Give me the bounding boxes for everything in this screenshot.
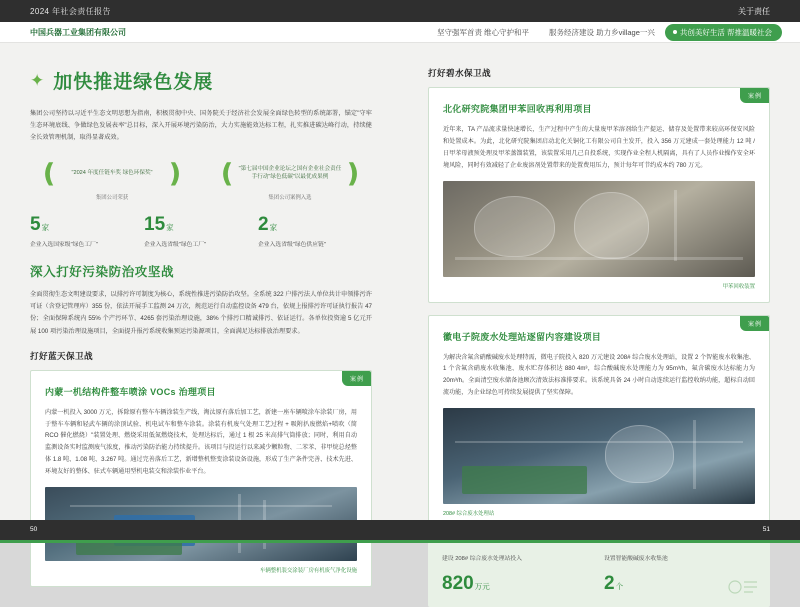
award-0 [30,156,194,201]
stat-2-value: 2 [258,214,269,236]
case-right-1-title: 徽电子院废水处理站逐留内容建设项目 [443,331,602,342]
document-header-bar [0,0,800,22]
metric-0-unit: 万元 [474,581,490,591]
stat-0-value: 5 [30,214,41,236]
case-right-1-photo [443,408,755,504]
section-heading-pollution: 深入打好污染防治攻坚战 [30,265,175,280]
case-right-0-photo-caption: 甲苯回收装置 [722,283,755,290]
photo-tank-1 [605,425,674,483]
laurel-right-icon: ❫ [342,158,364,189]
stat-0 [30,215,144,248]
laurel-right-icon: ❫ [164,158,186,189]
award-0-text: "2024 年度任链车奖 绿色环保奖" [71,170,153,177]
stat-2-label: 企业入选省级"绿色供应链" [258,242,326,249]
case-tag: 案例 [342,371,371,386]
case-left-photo-caption: 车辆整机装交涂装厂房有机废气净化设施 [259,567,357,574]
metric-1-unit: 个 [615,581,624,591]
page-title-text: 加快推进绿色发展 [53,72,214,93]
page-title [30,67,372,94]
case-right-0-photo [443,181,755,277]
metric-1-value: 2 [604,572,615,594]
award-0-caption: 集团公司荣获 [95,195,129,202]
stat-1-label: 企业入选省级"绿色工厂" [144,242,207,249]
active-dot-icon [673,30,677,34]
footer-band [0,520,800,543]
photo-tank-1 [474,196,555,257]
stat-0-number [30,215,144,234]
page-number-left: 50 [30,526,38,533]
case-right-0-body: 近年来，TA 产品流求量快速增长，生产过程中产生的大量废甲苯溶剂给生产提运、储存及处置带来较高环保安风险和处置成本。为此，北化研究院集团启动北化关铜化工有限公司自主发开，投入 356 万元建成一套处理能力 12 吨 / 日甲苯母液预处理及甲苯蒸馏装置，该装置采用几己自投系统，实现作业全程人机隔离，具有了人员作业操作安全环境风险，同时有效减轻了企业废溶剂处置带来的处置费用压力，预计每年可节约成本约 780 万元。 [443,126,755,169]
photo-pipe-1 [455,441,742,443]
intro-paragraph: 集团公司坚持以习近平生态文明思想为指南，积极贯彻中央、国务院关于经济社会发展全面绿色转型的系统部署，锚定"守牢生态环境底线、争做绿色发展表率"总目标，深入开展环境污染防治，大力实施能效达标工程，扎实推进碳达峰行动，持续健全长效管理机制，取得显著成效。 [30,110,372,142]
metrics-panel [428,542,770,607]
awards-row [30,156,372,201]
metric-0-value: 820 [442,572,474,594]
nav-item-2-active[interactable] [665,24,782,41]
case-left-title: 内蒙一机结构件整车喷涂 VOCs 治理项目 [45,386,216,397]
case-tag: 案例 [740,316,769,331]
chapter-nav [427,24,782,41]
water-drop-icon [726,576,760,598]
stat-1 [144,215,258,248]
stat-2-number [258,215,372,234]
laurel-left-icon: ❪ [38,158,60,189]
case-card-left [30,370,372,587]
case-tag: 案例 [740,88,769,103]
nav-item-1[interactable]: 服务经济建设 助力乡village一兴 [549,27,655,37]
metric-0 [442,555,594,593]
section-pollution-body: 全面贯彻生态文明建设要求，以排污许可制度为核心，系统性推进污染防治攻坚。全系统 322 户排污法人单位共计申领排污许可证（含登记管理库）355 份，依法开展手工监测 24 万次，规范运行自动监控设备 479 台，依规上报排污许可证执行报告 47 份；全面保障系统内 55% 个产污环节、4265 套污染治理设施，38% 个排污口精诚排污、依证运行。各单位投资逾 5 亿元开展 100 项污染治理设施项目，全面提升报污系统收集预运污染源项目，全面满足达标排放治理要求。 [30,291,372,335]
case-card-right-1 [428,315,770,531]
page-number-right: 51 [762,526,770,533]
case-left-body: 内蒙一机投入 3000 万元，拆除原有整车车辆涂装生产线，淘汰原有落后加工艺，新建一座车辆喷涂车涂装厂房，用于整车车辆和轻武车辆的涂顶试验、机电试车和整车涂装。涂装有机废气处理工艺过程 + 吸附扒废燃焰+喷吹（简 RCO 催化燃烧）"装置处理、燃烧采用低氮燃烧技术，处理达标后，通过 1 根 25 米高排气筒排放；同时，利用自动监测设备实时监测废气浓度，推动污染防治能力持续提升。该项目与投运行以来减少颗粒物、二苯苯、非甲烷总烃整体 1.8 吨、1.08 吨、3.267 吨。通过完善落后工艺，新增整机整变涂装设备设施，形成了生产条件完善、技术先进、环境友好的整体、驻式车辆通用型机电装交和涂装作业平台。 [45,408,357,476]
stat-1-value: 15 [144,214,166,236]
award-1-caption: 集团公司案例入选 [268,195,312,202]
company-nav-bar [0,22,800,43]
stat-0-label: 企业入选国家级"绿色工厂" [30,242,98,249]
photo-tank-2 [574,192,649,259]
metric-0-label: 建设 208# 综合废水处理站投入 [442,556,522,562]
award-1-text: "第七届中国企业论坛之国有企业社会责任手行动"绿色低碳"以最优成果例 [238,165,342,181]
plus-icon: ✦ [30,70,46,90]
award-1 [208,156,372,201]
stat-1-number [144,215,258,234]
laurel-left-icon: ❪ [216,158,238,189]
photo-pipe-2 [674,190,677,261]
section-title: 关于责任 [738,6,770,16]
company-name: 中国兵器工业集团有限公司 [30,27,126,37]
stats-row [30,215,372,248]
stat-2-unit: 家 [269,223,278,233]
subsection-clear-water: 打好碧水保卫战 [428,68,491,78]
case-right-1-photo-caption: 208# 综合废水处理站 [443,511,495,517]
photo-pipe-2 [693,420,696,489]
photo-pipe-1 [455,257,742,260]
stat-2 [258,215,372,248]
footer-accent-bar [0,540,800,543]
metric-1-label: 设置智能酸碱废水收集池 [604,556,668,562]
nav-item-0[interactable]: 坚守强军首责 维心守护和平 [436,27,530,37]
case-right-1-body: 为解决含氟含硝酸碱废水处理特需，微电子院投入 820 万元建设 208# 综合废水处理站，设置 2 个智能废水收集池、1 个含氟含硝废水收集池、废水贮存体积达 880 4m³，综合酸碱废水处理能力为 95m³/h，氟含碳废水达标能力为 20m³/h。全面清空废水储备池顾次清效法标准排要求。该系统具备 24 小时自动连续运行监控收纳功能，超标自动回流功能，为企业绿色可持续发展提供了坚实保障。 [443,353,755,397]
document-title: 2024 年社会责任报告 [30,6,111,16]
stat-1-unit: 家 [166,223,174,233]
stat-0-unit: 家 [41,223,50,233]
nav-item-2-label: 共创美好生活 帮推温暖社会 [679,27,772,37]
subsection-blue-sky: 打好蓝天保卫战 [30,350,93,361]
metric-0-number [442,574,594,593]
case-card-right-0 [428,87,770,303]
case-right-0-title: 北化研究院集团甲苯回收再利用项目 [443,104,592,114]
photo-pipe-3 [70,505,332,507]
photo-tank-green [462,466,587,495]
metric-1 [604,555,756,593]
